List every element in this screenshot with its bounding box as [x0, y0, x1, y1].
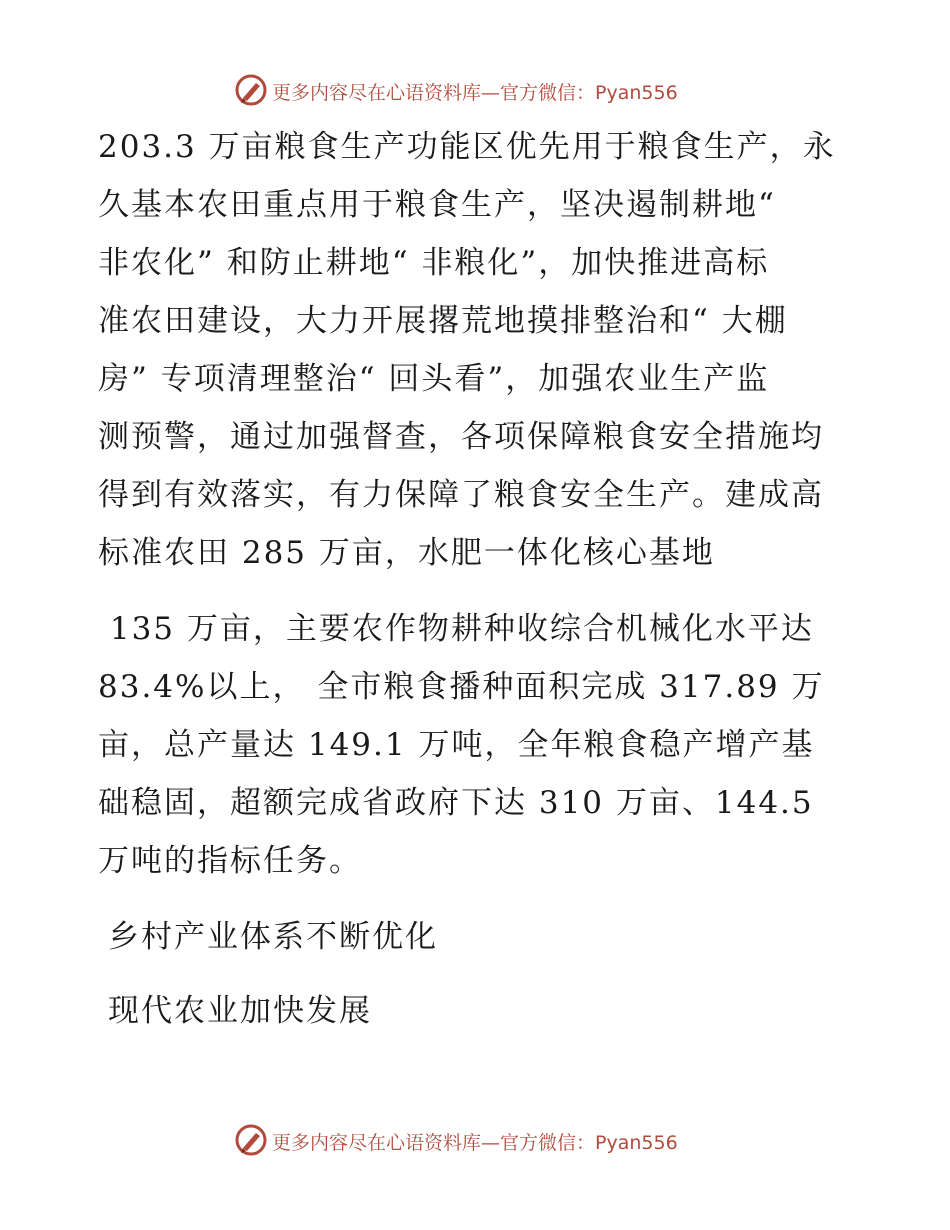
text-line: 203.3 万亩粮食生产功能区优先用于粮食生产，永	[98, 129, 836, 165]
text-line: 久基本农田重点用于粮食生产，坚决遏制耕地“	[98, 187, 776, 223]
text-line: 135 万亩，主要农作物耕种收综合机械化水平达	[98, 611, 814, 647]
watermark-label: 更多内容尽在心语资料库—官方微信：	[272, 82, 596, 104]
text-line: 础稳固，超额完成省政府下达 310 万亩、144.5	[98, 785, 814, 821]
watermark-account: Pyan556	[595, 82, 678, 104]
pen-seal-logo-icon	[234, 73, 268, 107]
paragraph-grain-production	[98, 118, 858, 582]
pen-seal-logo-icon	[234, 1123, 268, 1157]
text-line: 得到有效落实，有力保障了粮食安全生产。建成高	[98, 477, 824, 513]
watermark-text	[272, 78, 678, 105]
section-heading-rural-industry: 乡村产业体系不断优化	[108, 919, 438, 955]
text-line: 房” 专项清理整治“ 回头看”，加强农业生产监	[98, 361, 770, 397]
text-line: 准农田建设，大力开展撂荒地摸排整治和“ 大棚	[98, 303, 788, 339]
watermark-text	[272, 1128, 678, 1155]
text-line: 万吨的指标任务。	[98, 843, 362, 879]
paragraph-grain-output	[98, 600, 858, 890]
section-heading-modern-agriculture: 现代农业加快发展	[108, 993, 372, 1029]
watermark-account: Pyan556	[595, 1132, 678, 1154]
text-line: 测预警，通过加强督查，各项保障粮食安全措施均	[98, 419, 824, 455]
text-line: 亩，总产量达 149.1 万吨，全年粮食稳产增产基	[98, 727, 815, 763]
watermark-banner-bottom	[0, 1120, 950, 1160]
text-line: 标准农田 285 万亩，水肥一体化核心基地	[98, 535, 715, 571]
text-line: 83.4%以上， 全市粮食播种面积完成 317.89 万	[98, 669, 825, 705]
watermark-label: 更多内容尽在心语资料库—官方微信：	[272, 1132, 596, 1154]
watermark-banner-top	[0, 70, 950, 110]
text-line: 非农化” 和防止耕地“ 非粮化”，加快推进高标	[98, 245, 770, 281]
